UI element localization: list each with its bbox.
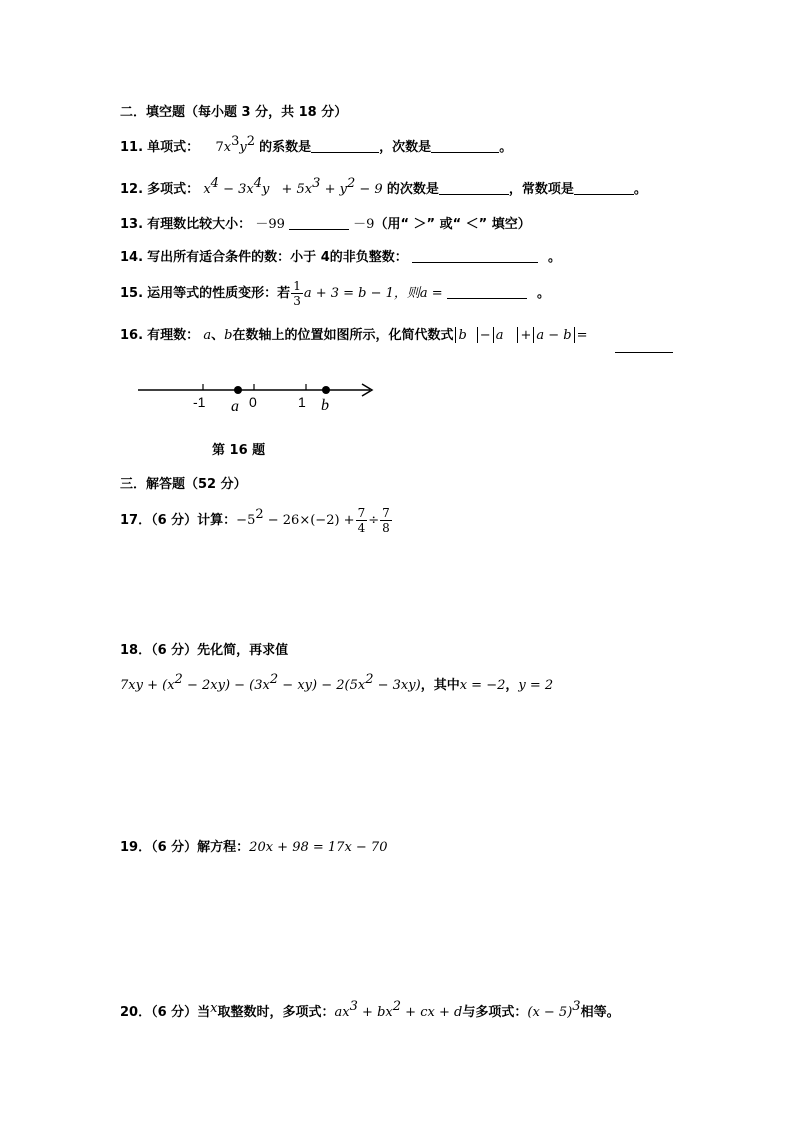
q15-fraction: $\frac{1}{3}$ <box>293 279 301 308</box>
q16-text: 在数轴上的位置如图所示，化简代数式 <box>232 328 454 343</box>
q18-expression: $7xy + (x^2 - 2xy) - (3x^2 - xy) - 2(5x^2 - 3xy)$ <box>120 672 421 693</box>
q17-term-1: −5 <box>236 513 256 528</box>
q15-equation: a + 3 = b − 1，则 <box>303 286 420 301</box>
q16-b: b <box>224 328 233 343</box>
q11-label: 单项式： <box>147 140 200 155</box>
q18-condition: ，其中 <box>420 678 460 693</box>
q17-fraction-1: $\frac{7}{4}$ <box>357 506 366 535</box>
q12-label: 多项式： <box>147 182 200 197</box>
q17-label: （6 分）计算： <box>151 513 237 528</box>
q16-a: a <box>203 328 212 343</box>
q16-label: 有理数： <box>147 328 200 343</box>
q11-blank-coef[interactable] <box>311 140 379 153</box>
q20-text-1: 取整数时，多项式： <box>217 1005 335 1020</box>
q17-divide: ÷ <box>368 513 380 528</box>
q14-blank[interactable] <box>412 250 538 263</box>
section-2-title: 二．填空题（每小题 3 分，共 18 分） <box>120 105 348 120</box>
question-18-expression <box>120 672 554 695</box>
question-15 <box>120 277 550 311</box>
q18-label: （6 分）先化简，再求值 <box>151 643 289 658</box>
question-16 <box>120 327 588 345</box>
q11-yexp: 2 <box>246 134 256 149</box>
q15-a-equals: a = <box>419 286 443 301</box>
q13-label: 有理数比较大小： <box>147 217 252 232</box>
q12-blank-degree[interactable] <box>439 182 509 195</box>
q12-number: 12. <box>120 182 144 197</box>
q17-fraction-2: $\frac{7}{8}$ <box>382 506 390 535</box>
q14-end: 。 <box>548 250 562 265</box>
figure-caption: 第 16 题 <box>212 443 266 458</box>
q18-y-value: y = 2 <box>518 678 554 693</box>
q15-blank[interactable] <box>447 286 527 299</box>
q13-number: 13. <box>120 217 144 232</box>
q12-polynomial: $x^4 - 3x^4y + 5x^3 + y^2 - 9$ <box>203 176 383 197</box>
q14-text: 写出所有适合条件的数：小于 4的非负整数： <box>147 250 408 265</box>
q11-x: x <box>223 140 232 155</box>
q20-polynomial-2: $(x - 5)^3$ <box>527 999 581 1020</box>
q19-equation: 20x + 98 = 17x − 70 <box>249 840 388 855</box>
q11-blank-degree[interactable] <box>431 140 499 153</box>
q15-end: 。 <box>536 286 550 301</box>
q20-end: 相等。 <box>580 1005 620 1020</box>
q20-x: x <box>210 1001 218 1016</box>
q11-text-1: 的系数是 <box>259 140 312 155</box>
question-12 <box>120 176 647 199</box>
label-b: b <box>321 397 329 414</box>
q11-coef: 7 <box>215 140 224 155</box>
q11-y: y <box>239 140 247 155</box>
q17-exponent: 2 <box>255 507 264 522</box>
q18-x-value: x = −2 <box>459 678 506 693</box>
q11-xexp: 3 <box>231 134 240 149</box>
q18-comma: ， <box>505 678 519 693</box>
q18-number: 18． <box>120 643 152 658</box>
number-line-figure <box>130 372 390 422</box>
point-a <box>234 386 242 394</box>
q12-text-1: 的次数是 <box>386 182 439 197</box>
q11-end: 。 <box>499 140 513 155</box>
q11-number: 11. <box>120 140 144 155</box>
label-1: 1 <box>298 394 306 410</box>
question-11 <box>120 134 513 157</box>
label-minus-1: -1 <box>193 394 206 410</box>
q20-polynomial-1: $ax^3 + bx^2$ + cx + d <box>334 999 463 1020</box>
question-19 <box>120 839 387 857</box>
q17-term-2: − 26×(−2) + <box>267 513 355 528</box>
label-0: 0 <box>249 394 257 410</box>
q15-number: 15. <box>120 286 144 301</box>
label-a: a <box>231 398 239 415</box>
q19-number: 19． <box>120 840 152 855</box>
q11-text-2: ，次数是 <box>379 140 432 155</box>
q12-end: 。 <box>633 182 647 197</box>
q20-number: 20． <box>120 1005 152 1020</box>
q13-blank-compare[interactable] <box>289 217 349 230</box>
q16-sep: 、 <box>211 328 225 343</box>
q16-number: 16. <box>120 328 144 343</box>
question-13 <box>120 216 531 234</box>
q20-label: （6 分）当 <box>151 1005 211 1020</box>
question-18-title <box>120 642 288 660</box>
question-20 <box>120 1000 620 1022</box>
q12-text-2: ，常数项是 <box>508 182 574 197</box>
q13-right-value: －9 <box>353 217 375 232</box>
q17-number: 17． <box>120 513 152 528</box>
q12-blank-constant[interactable] <box>574 182 634 195</box>
q14-number: 14. <box>120 250 144 265</box>
q13-left-value: －99 <box>255 217 285 232</box>
q16-expression: b − a + a − b = <box>453 328 587 343</box>
q19-label: （6 分）解方程： <box>151 840 250 855</box>
q20-text-2: 与多项式： <box>462 1005 528 1020</box>
question-14 <box>120 249 561 267</box>
section-3-title: 三．解答题（52 分） <box>120 477 247 492</box>
q13-note: （用“ ＞” 或“ ＜” 填空） <box>374 217 531 232</box>
point-b <box>322 386 330 394</box>
q16-blank[interactable] <box>615 352 673 353</box>
q15-label: 运用等式的性质变形：若 <box>147 286 291 301</box>
question-17 <box>120 503 393 539</box>
